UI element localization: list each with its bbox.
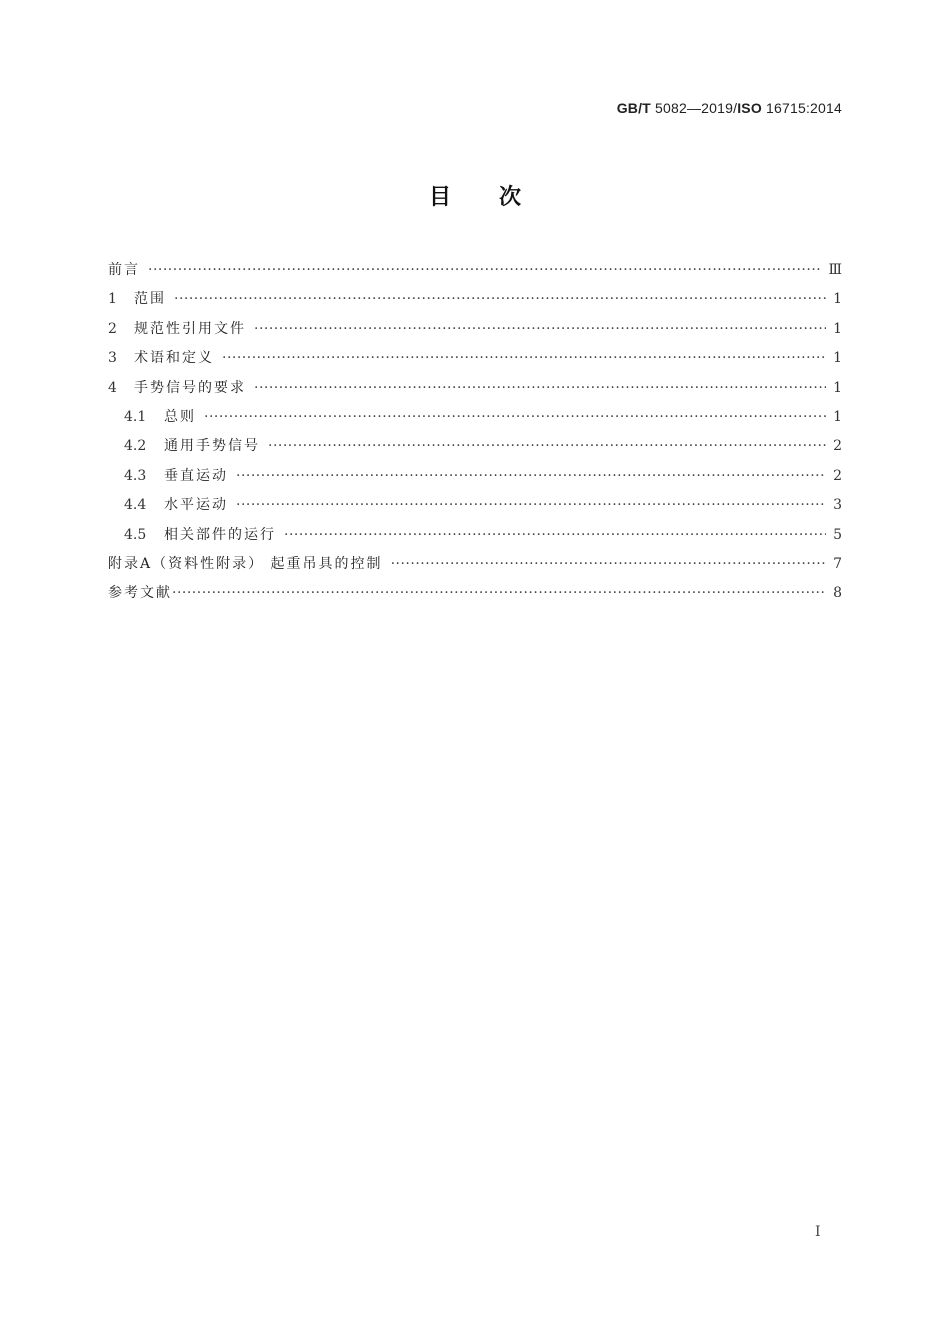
toc-entry-page: 1 [833, 320, 842, 337]
toc-entry-label: 参考文献 [108, 585, 172, 602]
page-title: 目次 [428, 185, 569, 210]
toc-entry-terms-definitions[interactable] [108, 344, 842, 373]
toc-entry-number: 3 [108, 350, 117, 367]
toc-entry-label: 范围 [134, 291, 166, 308]
toc-leader-dots [268, 432, 826, 461]
toc-leader-dots [254, 374, 826, 403]
toc-leader-dots [222, 344, 826, 373]
toc-entry-label: 前言 [108, 262, 140, 278]
standard-number-gb: 5082—2019/ [655, 100, 738, 116]
toc-entry-page: 7 [833, 555, 842, 572]
toc-entry-bibliography[interactable] [108, 579, 842, 608]
toc-entry-number: 2 [108, 320, 117, 337]
toc-entry-label: 通用手势信号 [164, 438, 260, 455]
toc-entry-label: 附录A（资料性附录） 起重吊具的控制 [108, 555, 383, 572]
toc-entry-page: 1 [833, 350, 842, 367]
toc-leader-dots [391, 550, 826, 579]
standard-prefix-gb: GB/T [616, 100, 651, 116]
toc-entry-normative-references[interactable] [108, 315, 842, 344]
toc-entry-number: 4 [108, 379, 117, 396]
toc-leader-dots [284, 521, 826, 550]
toc-entry-label: 规范性引用文件 [134, 320, 246, 337]
toc-entry-annex-a[interactable] [108, 550, 842, 579]
toc-entry-label: 垂直运动 [164, 467, 228, 484]
toc-entry-component-operation[interactable] [108, 521, 842, 550]
standard-number-iso: 16715:2014 [766, 100, 842, 116]
toc-entry-horizontal-motion[interactable] [108, 491, 842, 520]
toc-entry-page: 1 [833, 291, 842, 308]
toc-entry-number: 4.1 [124, 408, 147, 425]
toc-entry-signal-requirements[interactable] [108, 374, 842, 403]
toc-entry-page: Ⅲ [828, 262, 842, 278]
toc-entry-page: 1 [833, 379, 842, 396]
table-of-contents [108, 256, 842, 609]
toc-entry-number: 4.2 [124, 438, 147, 455]
toc-entry-label: 水平运动 [164, 497, 228, 514]
toc-entry-label: 总则 [164, 408, 196, 425]
toc-entry-number: 4.4 [124, 497, 147, 514]
page-number: I [815, 1224, 821, 1240]
toc-entry-page: 2 [833, 438, 842, 455]
toc-entry-number: 1 [108, 291, 117, 308]
toc-entry-page: 8 [833, 585, 842, 602]
toc-entry-label: 术语和定义 [134, 350, 214, 367]
toc-entry-number: 4.3 [124, 467, 147, 484]
toc-entry-common-signals[interactable] [108, 432, 842, 461]
toc-leader-dots [148, 256, 822, 285]
toc-entry-number: 4.5 [124, 526, 147, 543]
toc-leader-dots [174, 285, 826, 314]
toc-entry-page: 1 [833, 408, 842, 425]
standard-number [617, 100, 842, 116]
toc-entry-scope[interactable] [108, 285, 842, 314]
toc-entry-page: 2 [833, 467, 842, 484]
toc-entry-general[interactable] [108, 403, 842, 432]
toc-leader-dots [204, 403, 826, 432]
toc-entry-label: 手势信号的要求 [134, 379, 246, 396]
toc-entry-label: 相关部件的运行 [164, 526, 276, 543]
toc-leader-dots [236, 462, 826, 491]
toc-leader-dots [172, 579, 826, 608]
toc-entry-page: 5 [833, 526, 842, 543]
toc-leader-dots [236, 491, 826, 520]
toc-leader-dots [254, 315, 826, 344]
toc-entry-page: 3 [833, 497, 842, 514]
toc-entry-foreword[interactable] [108, 256, 842, 285]
toc-entry-vertical-motion[interactable] [108, 462, 842, 491]
standard-prefix-iso: ISO [737, 100, 762, 116]
